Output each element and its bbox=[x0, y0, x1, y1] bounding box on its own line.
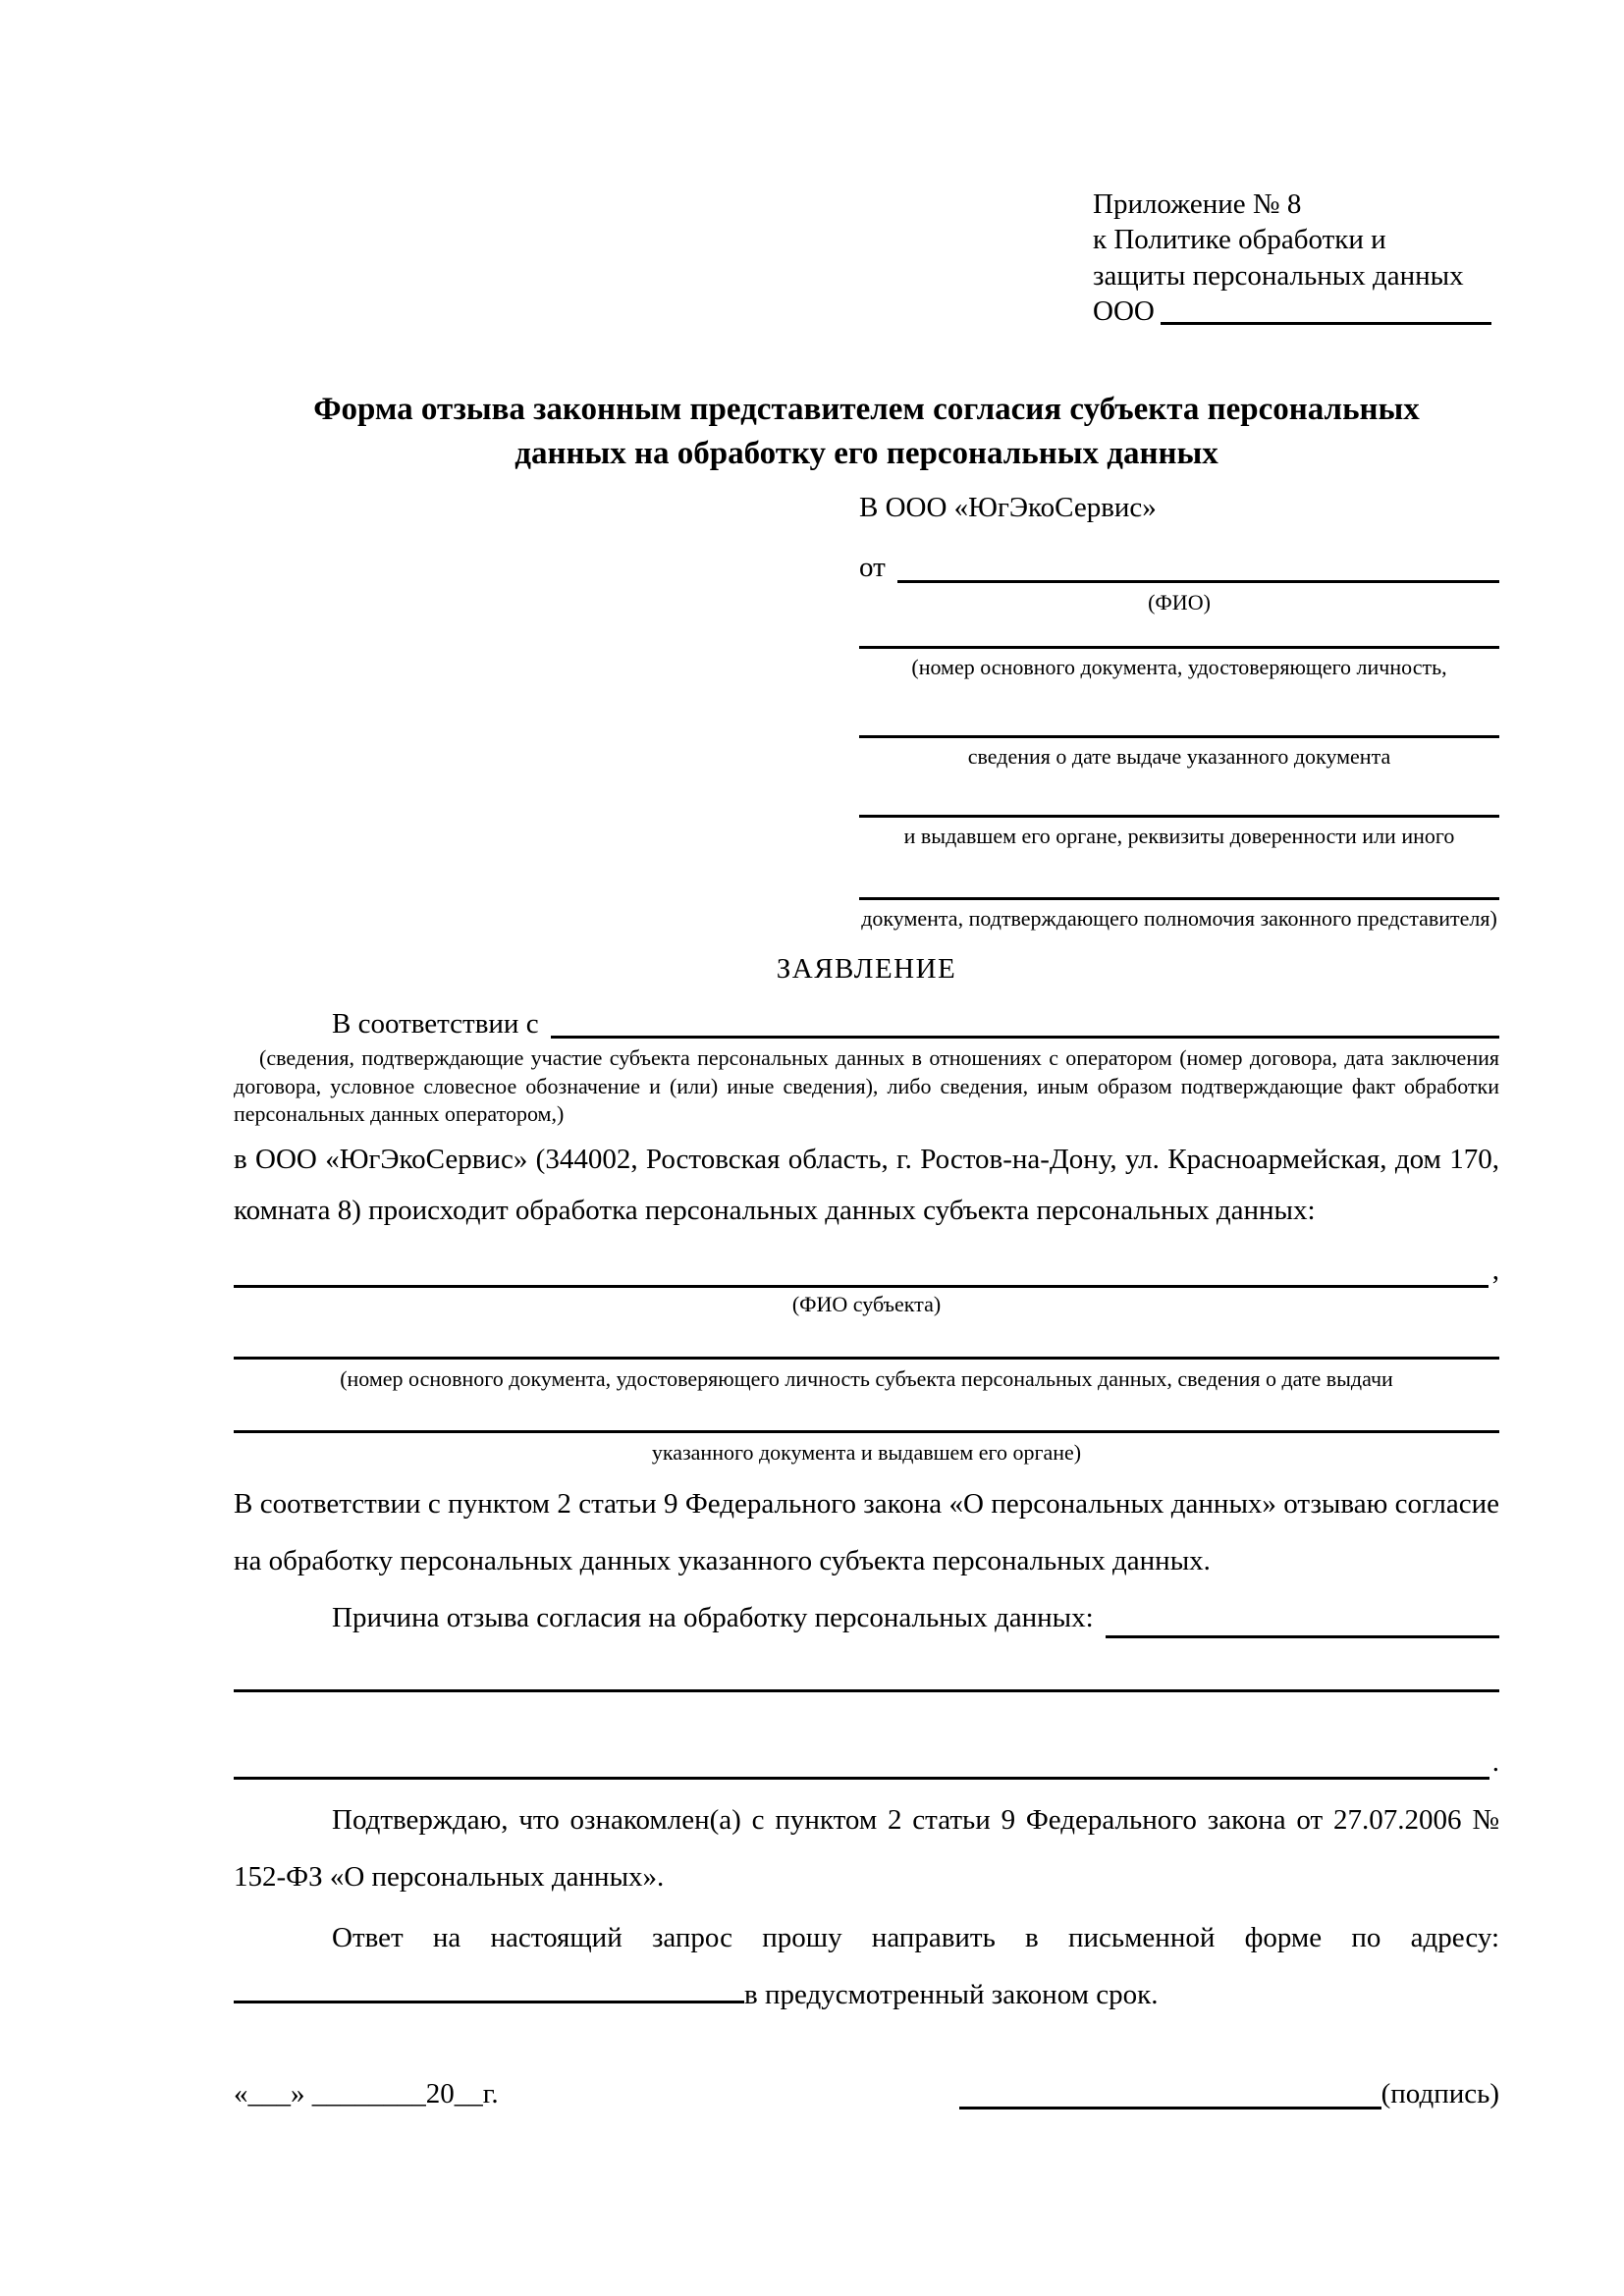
appendix-line: Приложение № 8 bbox=[1093, 188, 1302, 220]
accordance-prefix: В соответствии с bbox=[332, 1007, 539, 1040]
representative-doc-blank-unit bbox=[859, 646, 1499, 680]
reason-blank-line-2-row bbox=[234, 1745, 1499, 1780]
appendix-ooo-blank bbox=[1161, 322, 1491, 325]
representative-doc-blank-1 bbox=[859, 646, 1499, 649]
reply-prefix: Ответ на настоящий запрос прошу направить в письменной форме по адресу: bbox=[332, 1922, 1499, 1954]
subject-fio-row bbox=[234, 1254, 1499, 1288]
processing-paragraph: в ООО «ЮгЭкоСервис» (344002, Ростовская область, г. Ростов-на-Дону, ул. Красноармейская, дом 170, комната 8) происходит обработка персональных данных субъекта персональных данных: bbox=[234, 1143, 1499, 1227]
subject-fio-blank bbox=[234, 1285, 1489, 1288]
appendix-line: к Политике обработки и bbox=[1093, 224, 1386, 256]
from-label: от bbox=[859, 552, 886, 584]
signature-blank bbox=[959, 2078, 1381, 2109]
reply-suffix: в предусмотренный законом срок. bbox=[744, 1979, 1159, 2011]
reason-blank-line-2 bbox=[234, 1777, 1489, 1780]
blank-caption-3: и выдавшем его органе, реквизиты доверенности или иного bbox=[903, 824, 1455, 849]
representative-doc-blank-unit bbox=[859, 897, 1499, 932]
form-title: Форма отзыва законным представителем согласия субъекта персональных данных на обработку его персональных данных bbox=[313, 392, 1420, 471]
withdrawal-paragraph: В соответствии с пунктом 2 статьи 9 Федерального закона «О персональных данных» отзываю согласие на обработку персональных данных указанного субъекта персональных данных. bbox=[234, 1488, 1499, 1577]
subject-doc-caption-1: (номер основного документа, удостоверяющего личность субъекта персональных данных, сведения о дате выдачи bbox=[340, 1366, 1393, 1392]
footer-row bbox=[234, 2076, 1499, 2113]
subject-doc-caption-2: указанного документа и выдавшем его органе) bbox=[651, 1439, 1082, 1465]
reason-label: Причина отзыва согласия на обработку персональных данных: bbox=[332, 1602, 1094, 1634]
accordance-blank bbox=[551, 1036, 1499, 1039]
subject-doc-blank-unit bbox=[234, 1430, 1499, 1466]
from-row bbox=[859, 550, 1499, 587]
appendix-line: защиты персональных данных bbox=[1093, 259, 1464, 292]
appendix-ooo-label: ООО bbox=[1093, 294, 1155, 327]
statement-heading: ЗАЯВЛЕНИЕ bbox=[776, 953, 957, 986]
subject-doc-blank-1 bbox=[234, 1357, 1499, 1360]
representative-doc-blank-4 bbox=[859, 897, 1499, 900]
accordance-row bbox=[234, 1006, 1499, 1043]
addressee-to: В ООО «ЮгЭкоСервис» bbox=[859, 491, 1157, 523]
appendix-note bbox=[1093, 187, 1491, 329]
accordance-fine-print: (сведения, подтверждающие участие субъекта персональных данных в отношениях с оператором (номер договора, дата заключения договора, условное словесное обозначение и (или) иные сведения), либо сведения, иным образом подтверждающие факт обработки персональных данных оператором,) bbox=[234, 1045, 1499, 1126]
subject-doc-blank-2 bbox=[234, 1430, 1499, 1433]
signature-caption: (подпись) bbox=[1380, 2078, 1499, 2110]
representative-doc-blank-3 bbox=[859, 815, 1499, 818]
reason-period: . bbox=[1491, 1746, 1499, 1779]
reason-blank-line-1 bbox=[234, 1689, 1499, 1692]
confirmation-paragraph: Подтверждаю, что ознакомлен(а) с пунктом 2 статьи 9 Федерального закона от 27.07.2006 № 152-ФЗ «О персональных данных». bbox=[234, 1804, 1499, 1894]
subject-fio-comma: , bbox=[1491, 1255, 1499, 1287]
reason-blank bbox=[1106, 1635, 1499, 1638]
representative-doc-blank-unit bbox=[859, 735, 1499, 770]
subject-doc-blank-unit bbox=[234, 1357, 1499, 1392]
representative-doc-blank-2 bbox=[859, 735, 1499, 738]
reason-row bbox=[234, 1589, 1499, 1646]
reply-address-blank bbox=[234, 1972, 744, 2003]
reply-paragraph bbox=[234, 1909, 1499, 2023]
addressee-block bbox=[859, 490, 1499, 932]
representative-fio-blank bbox=[897, 580, 1499, 583]
appendix-ooo-row bbox=[1093, 294, 1491, 329]
blank-caption-2: сведения о дате выдаче указанного документа bbox=[967, 743, 1391, 769]
blank-caption-4: документа, подтверждающего полномочия законного представителя) bbox=[861, 905, 1497, 931]
representative-doc-blank-unit bbox=[859, 815, 1499, 849]
fio-caption: (ФИО) bbox=[1148, 590, 1211, 615]
signature-group bbox=[959, 2076, 1499, 2113]
subject-fio-caption: (ФИО субъекта) bbox=[791, 1292, 942, 1317]
date-line: «___» ________20__г. bbox=[234, 2078, 499, 2110]
blank-caption-1: (номер основного документа, удостоверяющего личность, bbox=[911, 654, 1447, 679]
